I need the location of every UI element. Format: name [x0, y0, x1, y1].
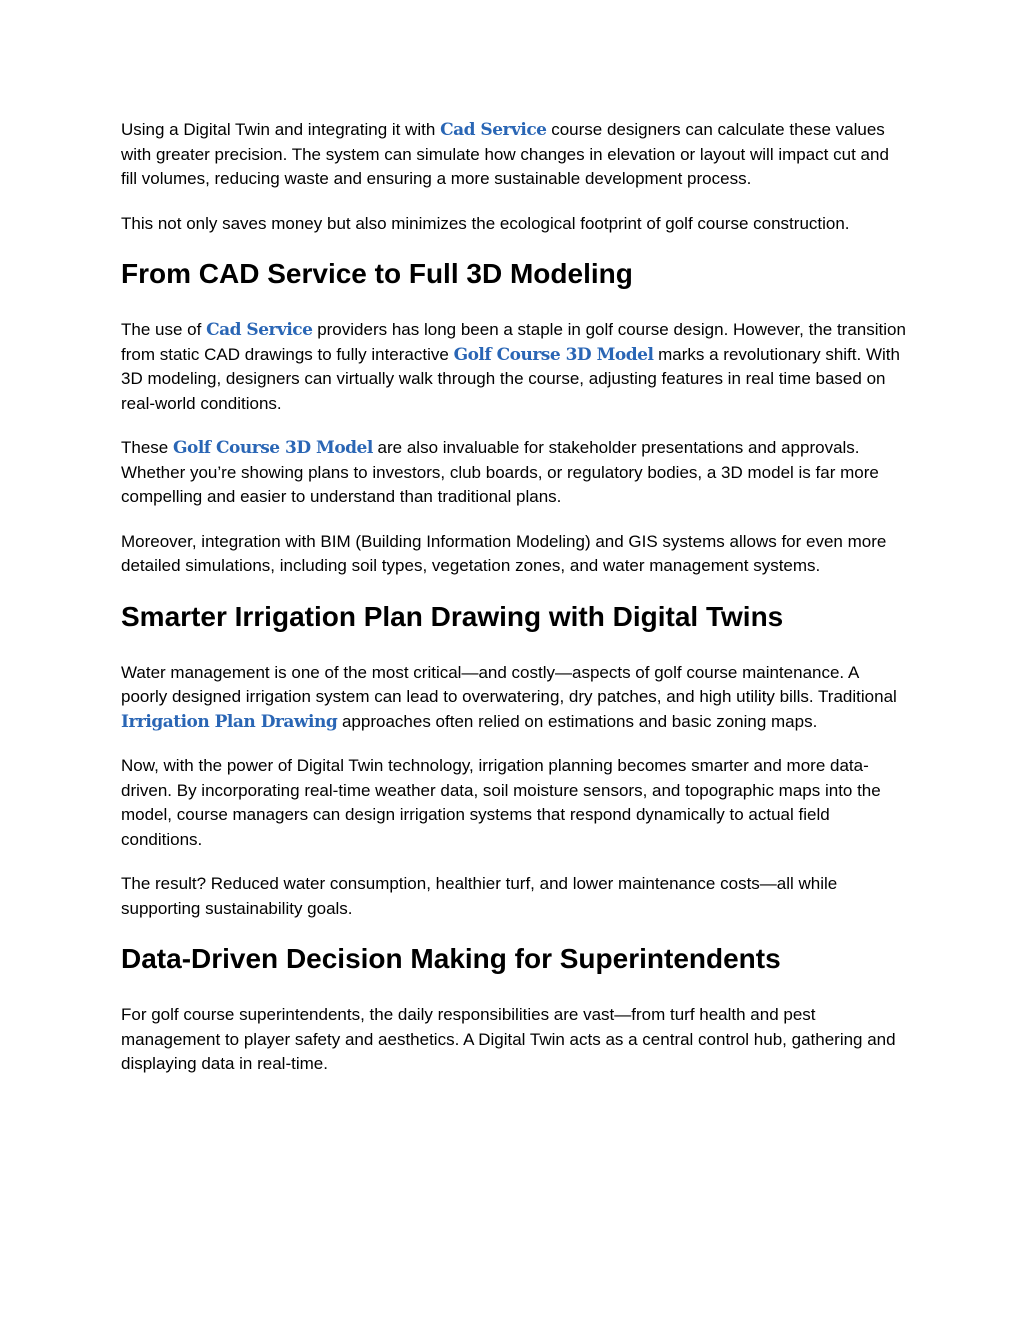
cad-service-link[interactable]: Cad Service — [440, 120, 547, 140]
paragraph-water-management — [121, 661, 906, 735]
text-span: marks a revolutionary shift. With 3D modeling, designers can virtually walk through the course, adjusting features in real time based on real-world conditions. — [121, 344, 900, 413]
text-span: approaches often relied on estimations and basic zoning maps. — [337, 711, 818, 731]
text-span: The use of — [121, 320, 207, 339]
paragraph-ecological-footprint: This not only saves money but also minimizes the ecological footprint of golf course construction. — [121, 213, 850, 233]
text-span: These — [121, 438, 173, 457]
text-span: course designers can calculate these values with greater precision. The system can simulate how changes in elevation or layout will impact cut and fill volumes, reducing waste and ensuring a more sustainable development process. — [121, 120, 889, 188]
paragraph-digital-twin-irrigation: Now, with the power of Digital Twin technology, irrigation planning becomes smarter and more data-driven. By incorporating real-time weather data, soil moisture sensors, and topographic maps into the model, course managers can design irrigation systems that respond dynamically to actual field conditions. — [121, 756, 881, 849]
heading-cad-to-3d: From CAD Service to Full 3D Modeling — [121, 258, 633, 289]
text-span: are also invaluable for stakeholder presentations and approvals. Whether you’re showing plans to investors, club boards, or regulatory bodies, a 3D model is far more compelling and easier to understand than traditional plans. — [121, 438, 879, 506]
golf-course-3d-model-link[interactable]: Golf Course 3D Model — [172, 438, 373, 458]
paragraph-superintendents: For golf course superintendents, the daily responsibilities are vast—from turf health and pest management to player safety and aesthetics. A Digital Twin acts as a central control hub, gathering and displaying data in real-time. — [121, 1005, 896, 1073]
text-span: Water management is one of the most critical—and costly—aspects of golf course maintenance. A poorly designed irrigation system can lead to overwatering, dry patches, and high utility bills. Traditional — [121, 662, 897, 706]
document-page — [121, 118, 906, 1097]
heading-data-driven: Data-Driven Decision Making for Superintendents — [121, 943, 781, 974]
irrigation-plan-drawing-link[interactable]: Irrigation Plan Drawing — [121, 711, 338, 732]
heading-irrigation: Smarter Irrigation Plan Drawing with Digital Twins — [121, 600, 784, 632]
paragraph-result: The result? Reduced water consumption, healthier turf, and lower maintenance costs—all while supporting sustainability goals. — [121, 874, 838, 918]
golf-course-3d-model-link[interactable]: Golf Course 3D Model — [453, 344, 654, 365]
text-span: Using a Digital Twin and integrating it with — [121, 120, 441, 139]
cad-service-link[interactable]: Cad Service — [206, 320, 313, 340]
paragraph-bim-gis: Moreover, integration with BIM (Building Information Modeling) and GIS systems allows for even more detailed simulations, including soil types, vegetation zones, and water management systems. — [121, 531, 887, 575]
paragraph-cad-service-providers — [121, 318, 906, 416]
paragraph-digital-twin-cad — [121, 118, 906, 192]
text-span: providers has long been a staple in golf course design. However, the transition from static CAD drawings to fully interactive — [121, 320, 906, 364]
paragraph-stakeholder-presentations — [121, 436, 906, 510]
